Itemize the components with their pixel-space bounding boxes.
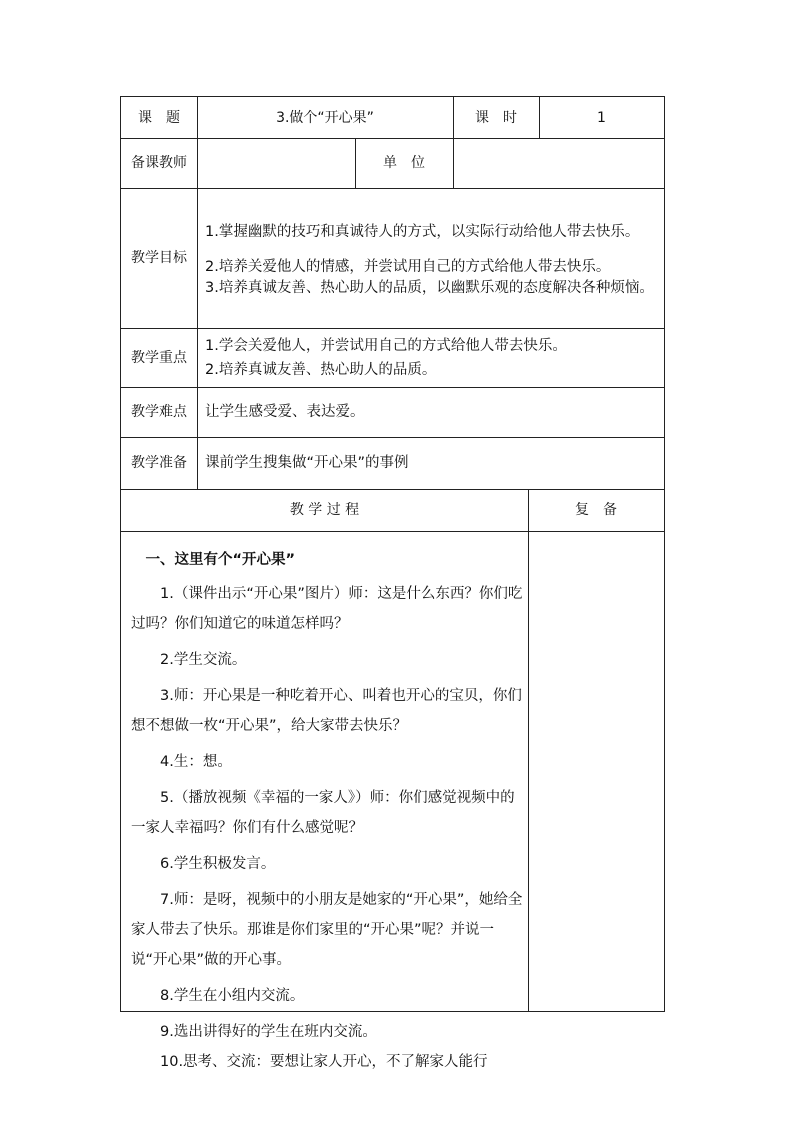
objective-item: 2.培养关爱他人的情感，并尝试用自己的方式给他人带去快乐。 — [205, 259, 611, 275]
key-point-item: 2.培养真诚友善、热心助人的品质。 — [205, 361, 437, 378]
key-points-content — [197, 328, 664, 387]
process-step: 5.（播放视频《幸福的一家人》）师：你们感觉视频中的一家人幸福吗？你们有什么感觉呢？ — [131, 790, 515, 836]
difficulties-label: 教学难点 — [131, 404, 187, 420]
process-step: 10.思考、交流：要想让家人开心，不了解家人能行 — [160, 1054, 488, 1070]
section-title: 一、这里有个“开心果” — [145, 552, 296, 568]
preparation-text: 课前学生搜集做“开心果”的事例 — [205, 455, 409, 471]
hours-label: 课 时 — [475, 109, 517, 126]
process-step: 4.生：想。 — [160, 754, 232, 770]
process-step: 1.（课件出示“开心果”图片）师：这是什么东西？你们吃过吗？你们知道它的味道怎样吗？ — [131, 586, 523, 632]
objectives-label: 教学目标 — [131, 250, 187, 266]
key-point-item: 1.学会关爱他人，并尝试用自己的方式给他人带去快乐。 — [205, 337, 567, 354]
topic-label: 课 题 — [138, 109, 180, 126]
objective-item: 1.掌握幽默的技巧和真诚待人的方式，以实际行动给他人带去快乐。 — [205, 224, 640, 240]
process-step: 8.学生在小组内交流。 — [160, 988, 305, 1004]
difficulties-text: 让学生感受爱、表达爱。 — [205, 404, 365, 420]
process-step: 2.学生交流。 — [160, 652, 247, 668]
process-step: 6.学生积极发言。 — [160, 856, 276, 872]
objectives-content — [197, 188, 664, 328]
process-step: 7.师：是呀，视频中的小朋友是她家的“开心果”，她给全家人带去了快乐。那谁是你们家里的“开心果”呢？并说一说“开心果”做的开心事。 — [131, 892, 523, 968]
hours-value: 1 — [597, 109, 606, 126]
preparation-label: 教学准备 — [131, 455, 187, 471]
process-content — [121, 531, 529, 1070]
review-header: 复 备 — [575, 502, 617, 518]
review-notes — [528, 531, 664, 1011]
teacher-value — [197, 138, 355, 188]
teacher-label: 备课教师 — [131, 155, 187, 171]
lesson-plan-table — [120, 96, 665, 1070]
key-points-label: 教学重点 — [131, 349, 187, 366]
unit-label: 单 位 — [383, 155, 425, 171]
unit-value — [453, 138, 664, 188]
topic-value: 3.做个“开心果” — [276, 109, 374, 126]
process-header: 教 学 过 程 — [289, 502, 360, 518]
objective-item: 3.培养真诚友善、热心助人的品质，以幽默乐观的态度解决各种烦恼。 — [205, 280, 654, 296]
process-step: 3.师：开心果是一种吃着开心、叫着也开心的宝贝，你们想不想做一枚“开心果”，给大家带去快乐？ — [131, 688, 522, 734]
process-step: 9.选出讲得好的学生在班内交流。 — [160, 1024, 377, 1040]
